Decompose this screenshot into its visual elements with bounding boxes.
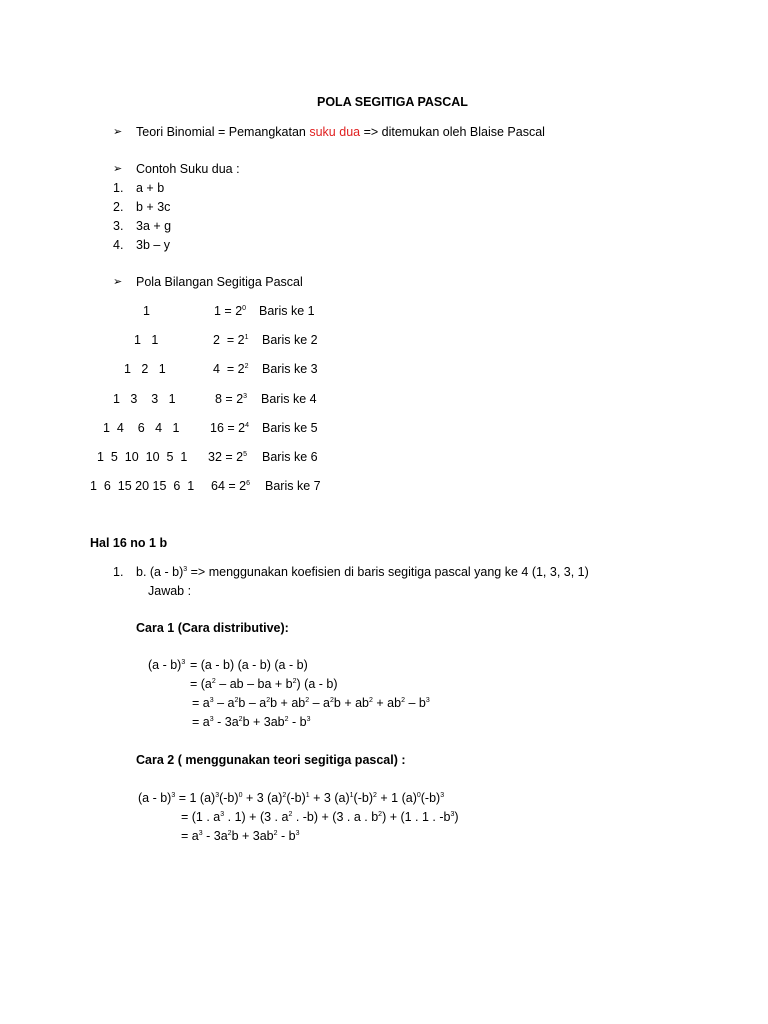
section-heading: Hal 16 no 1 b xyxy=(90,536,168,550)
pascal-row-sum: $16 = 2^4$ xyxy=(210,421,250,435)
cara1-heading: Cara 1 (Cara distributive): xyxy=(136,621,289,635)
pascal-row-label: Baris ke 2 xyxy=(262,333,318,347)
arrow-bullet-icon: ➢ xyxy=(113,126,123,138)
pascal-row-coefficients: 1 2 1 xyxy=(124,362,166,376)
cara2-step-3: = $a^3 - 3a^2b + 3ab^2 - b^3$ xyxy=(181,829,300,843)
bullet-examples-label: Contoh Suku dua : xyxy=(136,162,240,176)
pascal-row-sum: $2 = 2^1$ xyxy=(213,333,249,347)
pascal-row-coefficients: 1 6 15 20 15 6 1 xyxy=(90,479,195,493)
cara1-step-2: = ($a^2$ – ab – ba + $b^2$) (a - b) xyxy=(190,677,338,691)
pascal-row-coefficients: 1 4 6 4 1 xyxy=(103,421,180,435)
arrow-bullet-icon: ➢ xyxy=(113,276,123,288)
pascal-row-sum: $8 = 2^3$ xyxy=(215,392,248,406)
page-title: POLA SEGITIGA PASCAL xyxy=(317,95,468,109)
pascal-row-sum: $64 = 2^6$ xyxy=(211,479,251,493)
pascal-row-coefficients: 1 xyxy=(143,304,150,318)
pascal-row-label: Baris ke 3 xyxy=(262,362,318,376)
pascal-row-label: Baris ke 5 xyxy=(262,421,318,435)
cara2-heading: Cara 2 ( menggunakan teori segitiga pascal) : xyxy=(136,753,406,767)
list-item: 3a + g xyxy=(136,219,172,233)
highlight-suku-dua: suku dua xyxy=(309,125,361,139)
pascal-row-label: Baris ke 7 xyxy=(265,479,321,493)
arrow-bullet-icon: ➢ xyxy=(113,163,123,175)
bullet-binomial-theory xyxy=(136,124,545,140)
cara1-step-4: = $a^3 - 3a^2b + 3ab^2 - b^3$ xyxy=(192,715,311,729)
pascal-row-sum: $1 = 2^0$ xyxy=(214,304,247,318)
problem-number: 1. xyxy=(113,565,124,579)
problem-statement: b. (a - b)$^3$ => menggunakan koefisien di baris segitiga pascal yang ke 4 (1, 3, 3, 1) xyxy=(136,565,589,579)
bullet-text-suffix: => ditemukan oleh Blaise Pascal xyxy=(360,125,545,139)
cara2-step-2: = (1 . $a^3$ . 1) + (3 . $a^2$ . -b) + (3 . a . $b^2) + (1$ . 1 . $-b^3$) xyxy=(181,810,459,824)
pascal-row-label: Baris ke 4 xyxy=(261,392,317,406)
pascal-row-coefficients: 1 5 10 10 5 1 xyxy=(97,450,188,464)
list-item-number: 1. xyxy=(113,181,124,195)
cara1-lhs: (a - b)$^3$ xyxy=(148,658,186,672)
list-item-number: 4. xyxy=(113,238,124,252)
list-item-number: 2. xyxy=(113,200,124,214)
pascal-row-sum: $4 = 2^2$ xyxy=(213,362,249,376)
bullet-text-prefix: Teori Binomial = Pemangkatan xyxy=(136,125,310,139)
pascal-row-coefficients: 1 3 3 1 xyxy=(113,392,176,406)
list-item-number: 3. xyxy=(113,219,124,233)
pascal-row-sum: $32 = 2^5$ xyxy=(208,450,248,464)
list-item: b + 3c xyxy=(136,200,171,214)
bullet-pascal-pattern-label: Pola Bilangan Segitiga Pascal xyxy=(136,275,303,289)
cara1-step-3: = $a^3 - a^2b - a^2b + ab^2 - a^2b + ab^2 + ab^2 - b^3$ xyxy=(192,696,430,710)
pascal-row-label: Baris ke 6 xyxy=(262,450,318,464)
pascal-row-label: Baris ke 1 xyxy=(259,304,315,318)
cara2-step-1: (a - b)$^3$ = 1 $(a)^3(-b)^0 + 3$ $(a)^2(-b)^1 + 3$ $(a)^1(-b)^2 + 1$ $(a)^0(-b)^3$ xyxy=(138,791,445,805)
cara1-step-1: = (a - b) (a - b) (a - b) xyxy=(190,658,308,672)
list-item: a + b xyxy=(136,181,165,195)
pascal-row-coefficients: 1 1 xyxy=(134,333,159,347)
jawab-label: Jawab : xyxy=(148,584,192,598)
list-item: 3b – y xyxy=(136,238,171,252)
